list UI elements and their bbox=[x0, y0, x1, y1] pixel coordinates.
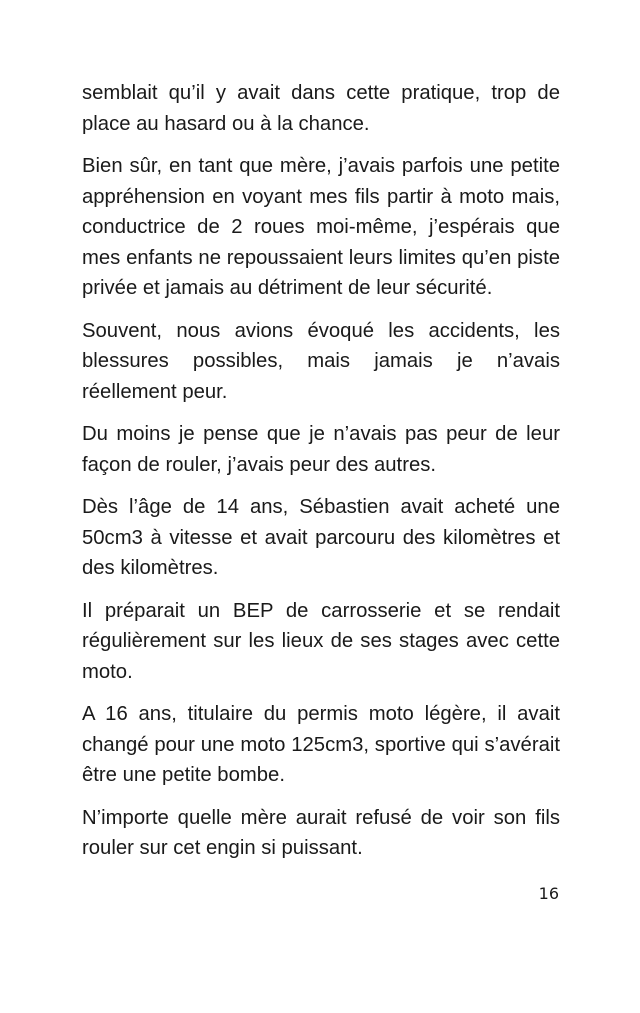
paragraph-3: Souvent, nous avions évoqué les accidents, les blessures possibles, mais jamais je n’avais réellement peur. bbox=[82, 319, 560, 403]
paragraph-7: A 16 ans, titulaire du permis moto légère, il avait changé pour une moto 125cm3, sportive qui s’avérait être une petite bombe. bbox=[82, 703, 560, 786]
paragraph-6: Il préparait un BEP de carrosserie et se rendait régulièrement sur les lieux de ses stages avec cette moto. bbox=[82, 599, 560, 683]
page-body bbox=[82, 78, 560, 876]
page-number: 16 bbox=[538, 884, 559, 903]
paragraph-1: semblait qu’il y avait dans cette pratique, trop de place au hasard ou à la chance. bbox=[82, 82, 560, 135]
paragraph-2: Bien sûr, en tant que mère, j’avais parfois une petite appréhension en voyant mes fils partir à moto mais, conductrice de 2 roues moi-même, j’espérais que mes enfants ne repoussaient leurs limites qu’en piste privée et jamais au détriment de leur sécurité. bbox=[82, 155, 560, 299]
paragraph-8: N’importe quelle mère aurait refusé de voir son fils rouler sur cet engin si puissant. bbox=[82, 806, 560, 859]
paragraph-5: Dès l’âge de 14 ans, Sébastien avait acheté une 50cm3 à vitesse et avait parcouru des kilomètres et des kilomètres. bbox=[82, 496, 560, 579]
paragraph-4: Du moins je pense que je n’avais pas peur de leur façon de rouler, j’avais peur des autres. bbox=[82, 423, 560, 476]
